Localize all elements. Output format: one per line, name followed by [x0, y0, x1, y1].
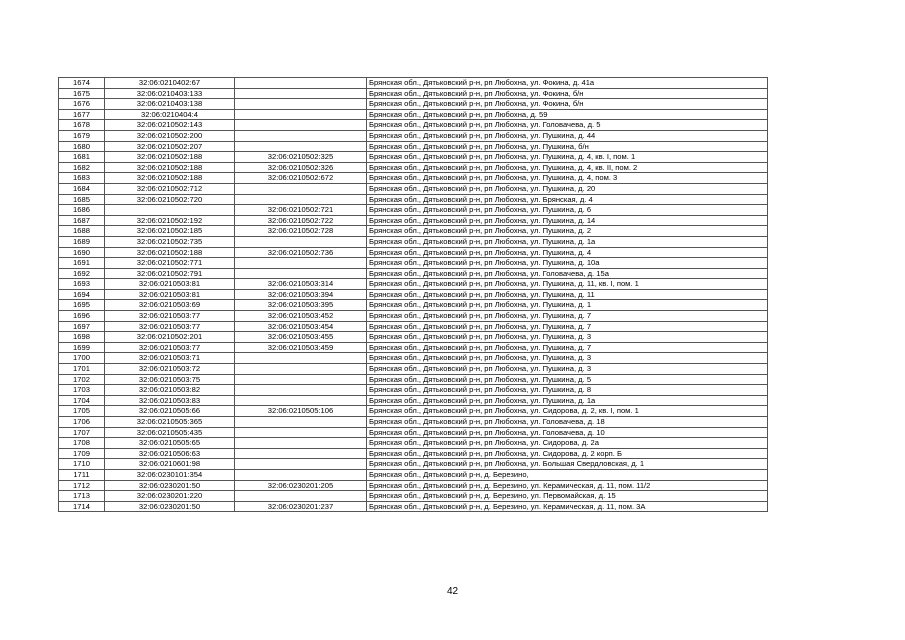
address-cell: Брянская обл., Дятьковский р-н, рп Любохна, ул. Сидорова, д. 2а [367, 438, 768, 449]
row-number-cell: 1698 [59, 332, 105, 343]
address-cell: Брянская обл., Дятьковский р-н, рп Любохна, ул. Пушкина, д. 4, кв. II, пом. 2 [367, 162, 768, 173]
address-cell: Брянская обл., Дятьковский р-н, рп Любохна, ул. Пушкина, д. 2 [367, 226, 768, 237]
cadastral-number-cell: 32:06:0210503:71 [105, 353, 235, 364]
address-cell: Брянская обл., Дятьковский р-н, рп Любохна, ул. Пушкина, б/н [367, 141, 768, 152]
cadastral-number-cell: 32:06:0210503:81 [105, 289, 235, 300]
related-cadastral-number-cell [235, 141, 367, 152]
related-cadastral-number-cell: 32:06:0210503:454 [235, 321, 367, 332]
cadastral-number-cell: 32:06:0210503:69 [105, 300, 235, 311]
row-number-cell: 1712 [59, 480, 105, 491]
row-number-cell: 1683 [59, 173, 105, 184]
table-row [59, 374, 768, 385]
related-cadastral-number-cell: 32:06:0210502:721 [235, 205, 367, 216]
table-row [59, 268, 768, 279]
address-cell: Брянская обл., Дятьковский р-н, рп Любохна, ул. Головачева, д. 18 [367, 417, 768, 428]
cadastral-number-cell: 32:06:0210503:77 [105, 311, 235, 322]
cadastral-number-cell: 32:06:0230201:50 [105, 480, 235, 491]
cadastral-number-cell: 32:06:0210503:77 [105, 321, 235, 332]
related-cadastral-number-cell [235, 183, 367, 194]
related-cadastral-number-cell: 32:06:0230201:205 [235, 480, 367, 491]
table-row [59, 289, 768, 300]
cadastral-number-cell: 32:06:0230201:50 [105, 501, 235, 512]
related-cadastral-number-cell [235, 130, 367, 141]
row-number-cell: 1713 [59, 491, 105, 502]
row-number-cell: 1696 [59, 311, 105, 322]
row-number-cell: 1700 [59, 353, 105, 364]
row-number-cell: 1699 [59, 342, 105, 353]
cadastral-number-cell: 32:06:0210502:207 [105, 141, 235, 152]
table-row [59, 469, 768, 480]
row-number-cell: 1674 [59, 78, 105, 89]
row-number-cell: 1704 [59, 395, 105, 406]
address-cell: Брянская обл., Дятьковский р-н, д. Березино, ул. Керамическая, д. 11, пом. 3А [367, 501, 768, 512]
related-cadastral-number-cell [235, 395, 367, 406]
related-cadastral-number-cell [235, 459, 367, 470]
table-row [59, 183, 768, 194]
row-number-cell: 1692 [59, 268, 105, 279]
row-number-cell: 1708 [59, 438, 105, 449]
related-cadastral-number-cell [235, 448, 367, 459]
address-cell: Брянская обл., Дятьковский р-н, рп Любохна, ул. Пушкина, д. 6 [367, 205, 768, 216]
related-cadastral-number-cell [235, 427, 367, 438]
row-number-cell: 1709 [59, 448, 105, 459]
address-cell: Брянская обл., Дятьковский р-н, рп Любохна, ул. Сидорова, д. 2 корп. Б [367, 448, 768, 459]
registry-table [58, 77, 768, 512]
table-row [59, 205, 768, 216]
row-number-cell: 1702 [59, 374, 105, 385]
cadastral-number-cell: 32:06:0210502:185 [105, 226, 235, 237]
related-cadastral-number-cell [235, 374, 367, 385]
table-row [59, 247, 768, 258]
cadastral-number-cell: 32:06:0210502:201 [105, 332, 235, 343]
row-number-cell: 1691 [59, 258, 105, 269]
related-cadastral-number-cell: 32:06:0210503:395 [235, 300, 367, 311]
cadastral-number-cell: 32:06:0230201:220 [105, 491, 235, 502]
cadastral-number-cell: 32:06:0210503:82 [105, 385, 235, 396]
table-row [59, 162, 768, 173]
table-row [59, 438, 768, 449]
cadastral-number-cell: 32:06:0210505:435 [105, 427, 235, 438]
address-cell: Брянская обл., Дятьковский р-н, рп Любохна, ул. Головачева, д. 10 [367, 427, 768, 438]
cadastral-number-cell: 32:06:0210505:66 [105, 406, 235, 417]
cadastral-number-cell: 32:06:0210403:133 [105, 88, 235, 99]
table-row [59, 236, 768, 247]
related-cadastral-number-cell: 32:06:0210503:394 [235, 289, 367, 300]
related-cadastral-number-cell [235, 236, 367, 247]
address-cell: Брянская обл., Дятьковский р-н, рп Любохна, ул. Пушкина, д. 3 [367, 364, 768, 375]
address-cell: Брянская обл., Дятьковский р-н, рп Любохна, ул. Пушкина, д. 20 [367, 183, 768, 194]
address-cell: Брянская обл., Дятьковский р-н, рп Любохна, ул. Пушкина, д. 11, кв. I, пом. 1 [367, 279, 768, 290]
address-cell: Брянская обл., Дятьковский р-н, рп Любохна, ул. Пушкина, д. 14 [367, 215, 768, 226]
related-cadastral-number-cell [235, 268, 367, 279]
table-row [59, 130, 768, 141]
address-cell: Брянская обл., Дятьковский р-н, рп Любохна, ул. Головачева, д. 15а [367, 268, 768, 279]
registry-table-body [59, 78, 768, 512]
table-row [59, 141, 768, 152]
row-number-cell: 1675 [59, 88, 105, 99]
row-number-cell: 1678 [59, 120, 105, 131]
table-row [59, 332, 768, 343]
table-row [59, 311, 768, 322]
address-cell: Брянская обл., Дятьковский р-н, рп Любохна, ул. Пушкина, д. 4 [367, 247, 768, 258]
table-row [59, 173, 768, 184]
table-row [59, 491, 768, 502]
address-cell: Брянская обл., Дятьковский р-н, рп Любохна, ул. Сидорова, д. 2, кв. I, пом. 1 [367, 406, 768, 417]
related-cadastral-number-cell: 32:06:0210503:455 [235, 332, 367, 343]
table-row [59, 501, 768, 512]
row-number-cell: 1681 [59, 152, 105, 163]
row-number-cell: 1684 [59, 183, 105, 194]
address-cell: Брянская обл., Дятьковский р-н, рп Любохна, ул. Пушкина, д. 8 [367, 385, 768, 396]
related-cadastral-number-cell: 32:06:0210503:452 [235, 311, 367, 322]
row-number-cell: 1686 [59, 205, 105, 216]
cadastral-number-cell: 32:06:0210404:4 [105, 109, 235, 120]
cadastral-number-cell: 32:06:0210502:735 [105, 236, 235, 247]
row-number-cell: 1714 [59, 501, 105, 512]
cadastral-number-cell: 32:06:0210503:75 [105, 374, 235, 385]
cadastral-number-cell: 32:06:0210502:192 [105, 215, 235, 226]
address-cell: Брянская обл., Дятьковский р-н, рп Любохна, ул. Пушкина, д. 3 [367, 353, 768, 364]
row-number-cell: 1688 [59, 226, 105, 237]
row-number-cell: 1682 [59, 162, 105, 173]
related-cadastral-number-cell [235, 120, 367, 131]
cadastral-number-cell: 32:06:0210601:98 [105, 459, 235, 470]
address-cell: Брянская обл., Дятьковский р-н, рп Любохна, ул. Пушкина, д. 4, пом. 3 [367, 173, 768, 184]
cadastral-number-cell: 32:06:0210502:188 [105, 162, 235, 173]
related-cadastral-number-cell: 32:06:0210502:672 [235, 173, 367, 184]
cadastral-number-cell: 32:06:0210402:67 [105, 78, 235, 89]
address-cell: Брянская обл., Дятьковский р-н, рп Любохна, ул. Брянская, д. 4 [367, 194, 768, 205]
row-number-cell: 1701 [59, 364, 105, 375]
table-row [59, 194, 768, 205]
row-number-cell: 1695 [59, 300, 105, 311]
table-row [59, 215, 768, 226]
related-cadastral-number-cell [235, 99, 367, 110]
address-cell: Брянская обл., Дятьковский р-н, рп Любохна, ул. Пушкина, д. 7 [367, 342, 768, 353]
related-cadastral-number-cell: 32:06:0210502:728 [235, 226, 367, 237]
related-cadastral-number-cell [235, 88, 367, 99]
row-number-cell: 1694 [59, 289, 105, 300]
cadastral-number-cell: 32:06:0210503:72 [105, 364, 235, 375]
row-number-cell: 1711 [59, 469, 105, 480]
table-row [59, 427, 768, 438]
table-row [59, 395, 768, 406]
table-row [59, 120, 768, 131]
related-cadastral-number-cell [235, 194, 367, 205]
table-row [59, 480, 768, 491]
row-number-cell: 1710 [59, 459, 105, 470]
cadastral-number-cell: 32:06:0210403:138 [105, 99, 235, 110]
related-cadastral-number-cell: 32:06:0210505:106 [235, 406, 367, 417]
row-number-cell: 1697 [59, 321, 105, 332]
row-number-cell: 1693 [59, 279, 105, 290]
address-cell: Брянская обл., Дятьковский р-н, рп Любохна, ул. Пушкина, д. 5 [367, 374, 768, 385]
related-cadastral-number-cell: 32:06:0210503:459 [235, 342, 367, 353]
address-cell: Брянская обл., Дятьковский р-н, рп Любохна, ул. Большая Свердловская, д. 1 [367, 459, 768, 470]
related-cadastral-number-cell [235, 469, 367, 480]
table-row [59, 226, 768, 237]
cadastral-number-cell: 32:06:0210502:143 [105, 120, 235, 131]
table-row [59, 258, 768, 269]
cadastral-number-cell [105, 205, 235, 216]
row-number-cell: 1685 [59, 194, 105, 205]
cadastral-number-cell: 32:06:0210506:63 [105, 448, 235, 459]
address-cell: Брянская обл., Дятьковский р-н, рп Любохна, ул. Пушкина, д. 11 [367, 289, 768, 300]
table-row [59, 321, 768, 332]
table-row [59, 109, 768, 120]
address-cell: Брянская обл., Дятьковский р-н, д. Березино, ул. Керамическая, д. 11, пом. 11/2 [367, 480, 768, 491]
cadastral-number-cell: 32:06:0210502:771 [105, 258, 235, 269]
cadastral-number-cell: 32:06:0210502:200 [105, 130, 235, 141]
row-number-cell: 1705 [59, 406, 105, 417]
related-cadastral-number-cell: 32:06:0210502:736 [235, 247, 367, 258]
related-cadastral-number-cell [235, 491, 367, 502]
table-row [59, 385, 768, 396]
cadastral-number-cell: 32:06:0210505:365 [105, 417, 235, 428]
related-cadastral-number-cell [235, 385, 367, 396]
cadastral-number-cell: 32:06:0210503:81 [105, 279, 235, 290]
address-cell: Брянская обл., Дятьковский р-н, рп Любохна, ул. Пушкина, д. 1а [367, 395, 768, 406]
address-cell: Брянская обл., Дятьковский р-н, рп Любохна, ул. Фокина, б/н [367, 88, 768, 99]
table-row [59, 152, 768, 163]
table-row [59, 353, 768, 364]
cadastral-number-cell: 32:06:0210502:188 [105, 247, 235, 258]
address-cell: Брянская обл., Дятьковский р-н, рп Любохна, ул. Пушкина, д. 44 [367, 130, 768, 141]
row-number-cell: 1703 [59, 385, 105, 396]
row-number-cell: 1707 [59, 427, 105, 438]
cadastral-number-cell: 32:06:0210505:65 [105, 438, 235, 449]
related-cadastral-number-cell [235, 364, 367, 375]
address-cell: Брянская обл., Дятьковский р-н, рп Любохна, ул. Пушкина, д. 1 [367, 300, 768, 311]
address-cell: Брянская обл., Дятьковский р-н, рп Любохна, ул. Пушкина, д. 7 [367, 311, 768, 322]
related-cadastral-number-cell: 32:06:0210502:326 [235, 162, 367, 173]
table-row [59, 342, 768, 353]
related-cadastral-number-cell: 32:06:0210502:722 [235, 215, 367, 226]
address-cell: Брянская обл., Дятьковский р-н, рп Любохна, ул. Пушкина, д. 3 [367, 332, 768, 343]
address-cell: Брянская обл., Дятьковский р-н, рп Любохна, ул. Фокина, д. 41а [367, 78, 768, 89]
table-row [59, 88, 768, 99]
address-cell: Брянская обл., Дятьковский р-н, рп Любохна, д. 59 [367, 109, 768, 120]
table-row [59, 78, 768, 89]
address-cell: Брянская обл., Дятьковский р-н, д. Березино, [367, 469, 768, 480]
table-row [59, 417, 768, 428]
cadastral-number-cell: 32:06:0210502:188 [105, 173, 235, 184]
related-cadastral-number-cell [235, 258, 367, 269]
related-cadastral-number-cell [235, 438, 367, 449]
address-cell: Брянская обл., Дятьковский р-н, рп Любохна, ул. Пушкина, д. 4, кв. I, пом. 1 [367, 152, 768, 163]
related-cadastral-number-cell [235, 353, 367, 364]
table-row [59, 448, 768, 459]
cadastral-number-cell: 32:06:0210502:791 [105, 268, 235, 279]
table-row [59, 459, 768, 470]
related-cadastral-number-cell: 32:06:0210503:314 [235, 279, 367, 290]
page-number: 42 [446, 586, 459, 597]
row-number-cell: 1679 [59, 130, 105, 141]
related-cadastral-number-cell: 32:06:0210502:325 [235, 152, 367, 163]
table-row [59, 406, 768, 417]
related-cadastral-number-cell: 32:06:0230201:237 [235, 501, 367, 512]
cadastral-number-cell: 32:06:0210503:77 [105, 342, 235, 353]
cadastral-number-cell: 32:06:0210502:720 [105, 194, 235, 205]
row-number-cell: 1690 [59, 247, 105, 258]
row-number-cell: 1689 [59, 236, 105, 247]
address-cell: Брянская обл., Дятьковский р-н, рп Любохна, ул. Фокина, б/н [367, 99, 768, 110]
table-row [59, 364, 768, 375]
cadastral-number-cell: 32:06:0210502:188 [105, 152, 235, 163]
related-cadastral-number-cell [235, 417, 367, 428]
row-number-cell: 1687 [59, 215, 105, 226]
address-cell: Брянская обл., Дятьковский р-н, рп Любохна, ул. Головачева, д. 5 [367, 120, 768, 131]
address-cell: Брянская обл., Дятьковский р-н, рп Любохна, ул. Пушкина, д. 1а [367, 236, 768, 247]
table-row [59, 99, 768, 110]
row-number-cell: 1677 [59, 109, 105, 120]
cadastral-number-cell: 32:06:0210502:712 [105, 183, 235, 194]
row-number-cell: 1706 [59, 417, 105, 428]
cadastral-number-cell: 32:06:0230101:354 [105, 469, 235, 480]
related-cadastral-number-cell [235, 78, 367, 89]
address-cell: Брянская обл., Дятьковский р-н, рп Любохна, ул. Пушкина, д. 7 [367, 321, 768, 332]
table-row [59, 300, 768, 311]
row-number-cell: 1676 [59, 99, 105, 110]
address-cell: Брянская обл., Дятьковский р-н, д. Березино, ул. Первомайская, д. 15 [367, 491, 768, 502]
address-cell: Брянская обл., Дятьковский р-н, рп Любохна, ул. Пушкина, д. 10а [367, 258, 768, 269]
row-number-cell: 1680 [59, 141, 105, 152]
related-cadastral-number-cell [235, 109, 367, 120]
cadastral-number-cell: 32:06:0210503:83 [105, 395, 235, 406]
table-row [59, 279, 768, 290]
